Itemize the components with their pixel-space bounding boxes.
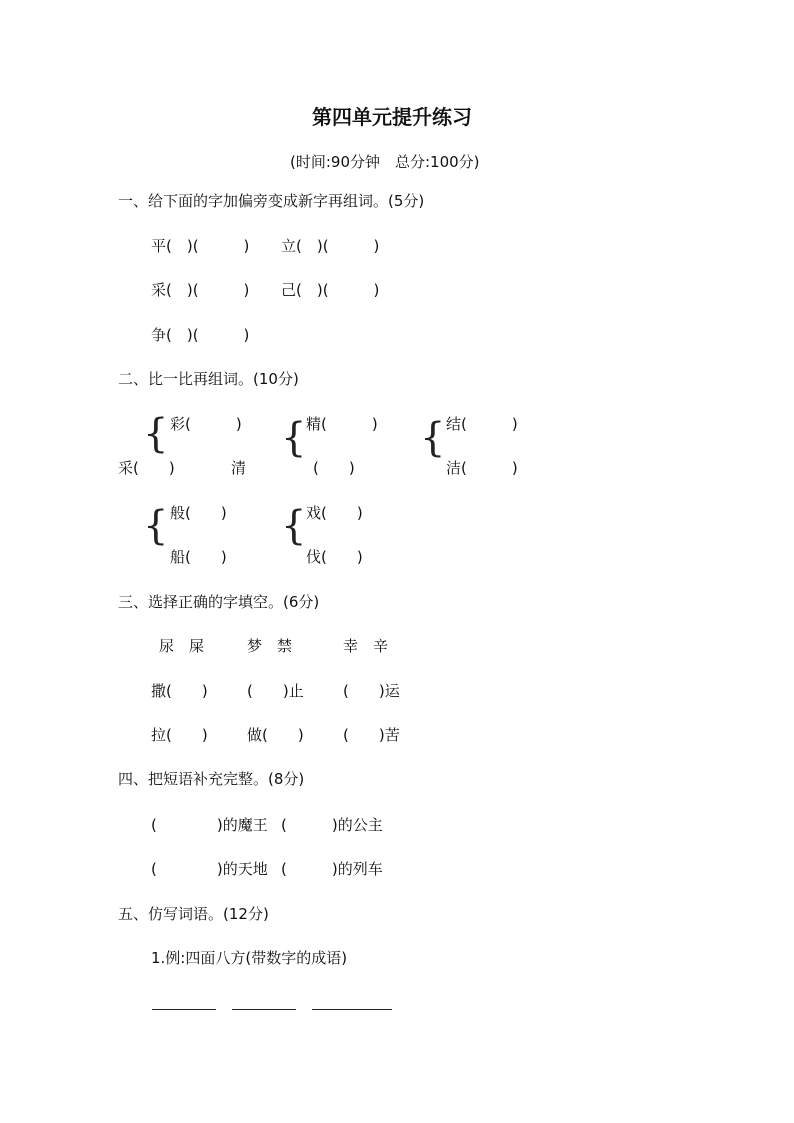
- brace-icon: {: [281, 415, 307, 461]
- s2-item: 精( ): [306, 415, 378, 433]
- answer-line: [152, 1009, 216, 1010]
- s3-option: 梦 禁: [247, 637, 293, 655]
- s1-item: 争( )( ): [151, 326, 250, 344]
- section-1-heading: 一、给下面的字加偏旁变成新字再组词。(5分): [118, 192, 425, 210]
- s3-item: ( )苦: [343, 726, 400, 744]
- s2-item: 彩( ): [170, 415, 242, 433]
- section-5-heading: 五、仿写词语。(12分): [118, 905, 269, 923]
- s2-item: 伐( ): [306, 548, 363, 566]
- s2-item: ( ): [313, 459, 355, 477]
- page-title: 第四单元提升练习: [312, 105, 472, 129]
- s1-item: 平( )( ): [151, 237, 250, 255]
- s1-item: 己( )( ): [281, 281, 380, 299]
- s4-item: ( )的公主: [281, 816, 383, 834]
- brace-icon: {: [143, 503, 169, 549]
- brace-icon: {: [281, 503, 307, 549]
- s2-item: 洁( ): [446, 459, 518, 477]
- s4-item: ( )的列车: [281, 860, 383, 878]
- s5-item-1: 1.例:四面八方(带数字的成语): [151, 949, 348, 967]
- s3-item: 拉( ): [151, 726, 208, 744]
- s2-item: 结( ): [446, 415, 518, 433]
- s2-item: 采( ): [118, 459, 175, 477]
- s3-option: 尿 屎: [159, 637, 205, 655]
- s2-item: 清: [231, 459, 247, 477]
- s3-option: 幸 辛: [343, 637, 389, 655]
- s2-item: 般( ): [170, 504, 227, 522]
- s4-item: ( )的天地: [151, 860, 268, 878]
- s3-item: 做( ): [247, 726, 304, 744]
- s2-item: 戏( ): [306, 504, 363, 522]
- brace-icon: {: [420, 415, 446, 461]
- page-subtitle: (时间:90分钟 总分:100分): [290, 153, 480, 171]
- s1-item: 立( )( ): [281, 237, 380, 255]
- section-2-heading: 二、比一比再组词。(10分): [118, 370, 299, 388]
- answer-line: [312, 1009, 392, 1010]
- answer-line: [232, 1009, 296, 1010]
- s1-item: 采( )( ): [151, 281, 250, 299]
- s3-item: 撒( ): [151, 682, 208, 700]
- brace-icon: {: [143, 411, 169, 457]
- s4-item: ( )的魔王: [151, 816, 268, 834]
- section-3-heading: 三、选择正确的字填空。(6分): [118, 593, 320, 611]
- s3-item: ( )运: [343, 682, 400, 700]
- s3-item: ( )止: [247, 682, 304, 700]
- s2-item: 船( ): [170, 548, 227, 566]
- section-4-heading: 四、把短语补充完整。(8分): [118, 770, 305, 788]
